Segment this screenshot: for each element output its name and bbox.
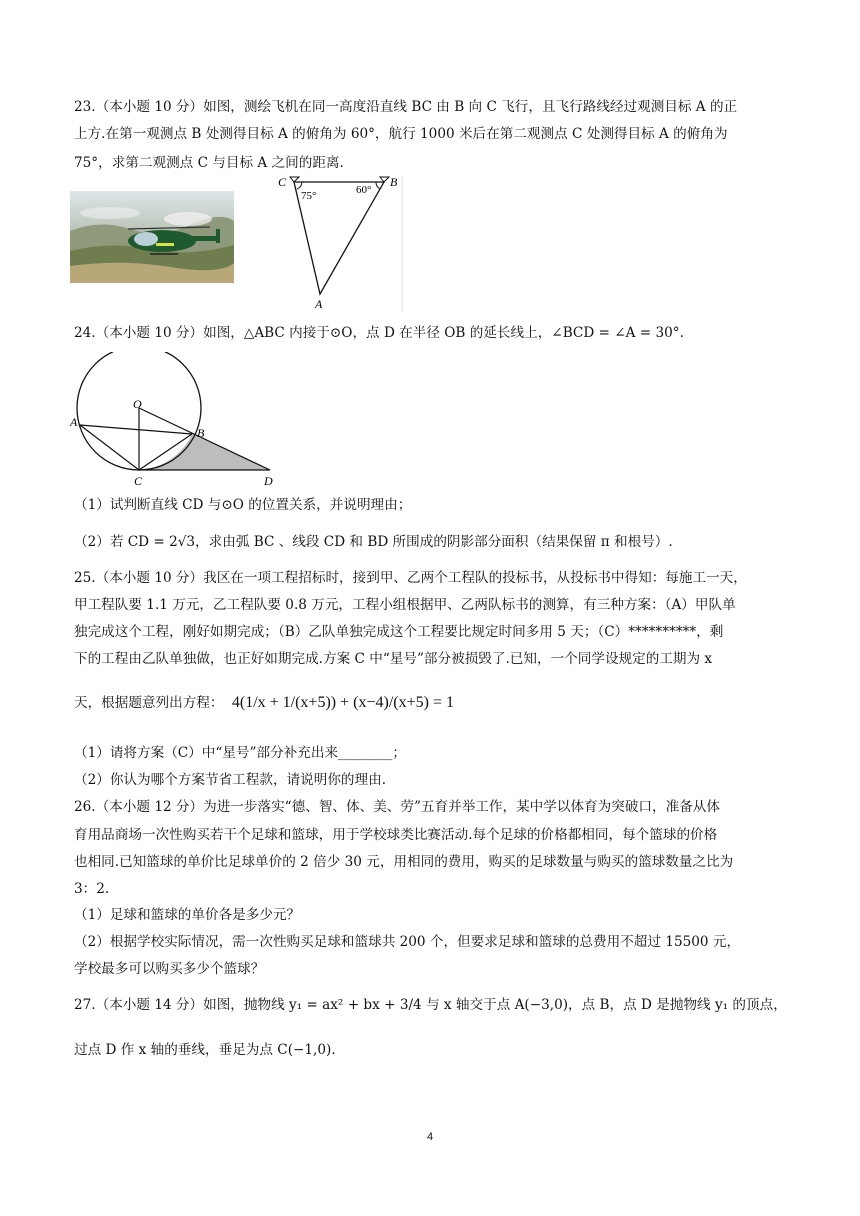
- q27-line1: 27.（本小题 14 分）如图，抛物线 y₁ = ax² + bx + 3/4 与 x 轴交于点 A(−3,0)，点 B，点 D 是抛物线 y₁ 的顶点，: [74, 997, 787, 1013]
- angle-60: 60°: [356, 184, 372, 196]
- q26-line2: 育用品商场一次性购买若干个足球和篮球，用于学校球类比赛活动.每个足球的价格都相同，每个篮球的价格: [74, 827, 718, 843]
- q25-line5: [74, 694, 794, 712]
- q23-triangle-figure: [268, 172, 408, 312]
- label-B: B: [390, 175, 398, 189]
- q24-sub1: （1）试判断直线 CD 与⊙O 的位置关系，并说明理由；: [74, 497, 412, 513]
- label-A: A: [70, 415, 78, 429]
- q26-sub2: （2）根据学校实际情况，需一次性购买足球和篮球共 200 个，但要求足球和篮球的总费用不超过 15500 元，: [74, 934, 741, 950]
- q24-line1: 24.（本小题 10 分）如图，△ABC 内接于⊙O，点 D 在半径 OB 的延长线上，∠BCD = ∠A = 30°.: [74, 325, 684, 341]
- q25-line1: 25.（本小题 10 分）我区在一项工程招标时，接到甲、乙两个工程队的投标书，从投标书中得知：每施工一天，: [74, 570, 747, 586]
- q26-line3: 也相同.已知篮球的单价比足球单价的 2 倍少 30 元，用相同的费用，购买的足球数量与购买的篮球数量之比为: [74, 854, 734, 870]
- q25-sub1: （1）请将方案（C）中“星号”部分补充出来________；: [74, 745, 407, 761]
- q25-equation: 4(1/x + 1/(x+5)) + (x−4)/(x+5) = 1: [231, 694, 454, 711]
- q23-line2: 上方.在第一观测点 B 处测得目标 A 的俯角为 60°，航行 1000 米后在第二观测点 C 处测得目标 A 的俯角为: [74, 126, 728, 142]
- label-D: D: [264, 474, 273, 488]
- q26-line1: 26.（本小题 12 分）为进一步落实“德、智、体、美、劳”五育并举工作，某中学以体育为突破口，准备从体: [74, 799, 720, 815]
- q26-sub2b: 学校最多可以购买多少个篮球？: [74, 961, 265, 977]
- q26-line4: 3：2.: [74, 881, 110, 897]
- label-C: C: [134, 474, 143, 488]
- label-A: A: [315, 297, 323, 311]
- label-B: B: [197, 426, 205, 440]
- q25-line2: 甲工程队要 1.1 万元，乙工程队要 0.8 万元，工程小组根据甲、乙两队标书的测算，有三种方案：（A）甲队单: [74, 597, 736, 613]
- q23-line3: 75°，求第二观测点 C 与目标 A 之间的距离.: [74, 155, 344, 171]
- page-number: 4: [426, 1131, 434, 1143]
- q27-line2: 过点 D 作 x 轴的垂线，垂足为点 C(−1,0).: [74, 1042, 336, 1058]
- q24-circle-figure: [66, 352, 286, 488]
- q25-sub2: （2）你认为哪个方案节省工程款，请说明你的理由.: [74, 772, 387, 788]
- angle-75: 75°: [301, 190, 317, 202]
- helicopter-photo: [70, 191, 234, 283]
- q24-sub2: （2）若 CD = 2√3，求由弧 BC 、线段 CD 和 BD 所围成的阴影部分面积（结果保留 π 和根号）.: [74, 534, 673, 550]
- q25-line4: 下的工程由乙队单独做，也正好如期完成.方案 C 中“星号”部分被损毁了.已知，一个同学设规定的工期为 x: [74, 651, 713, 667]
- q26-sub1: （1）足球和篮球的单价各是多少元？: [74, 907, 301, 923]
- label-O: O: [133, 397, 142, 411]
- label-C: C: [278, 175, 287, 189]
- q25-line3: 独完成这个工程，刚好如期完成；（B）乙队单独完成这个工程要比规定时间多用 5 天；（C）**********，剩: [74, 624, 724, 640]
- q25-line5-prefix: 天，根据题意列出方程：: [74, 695, 224, 711]
- q23-line1: 23.（本小题 10 分）如图，测绘飞机在同一高度沿直线 BC 由 B 向 C 飞行，且飞行路线经过观测目标 A 的正: [74, 99, 738, 115]
